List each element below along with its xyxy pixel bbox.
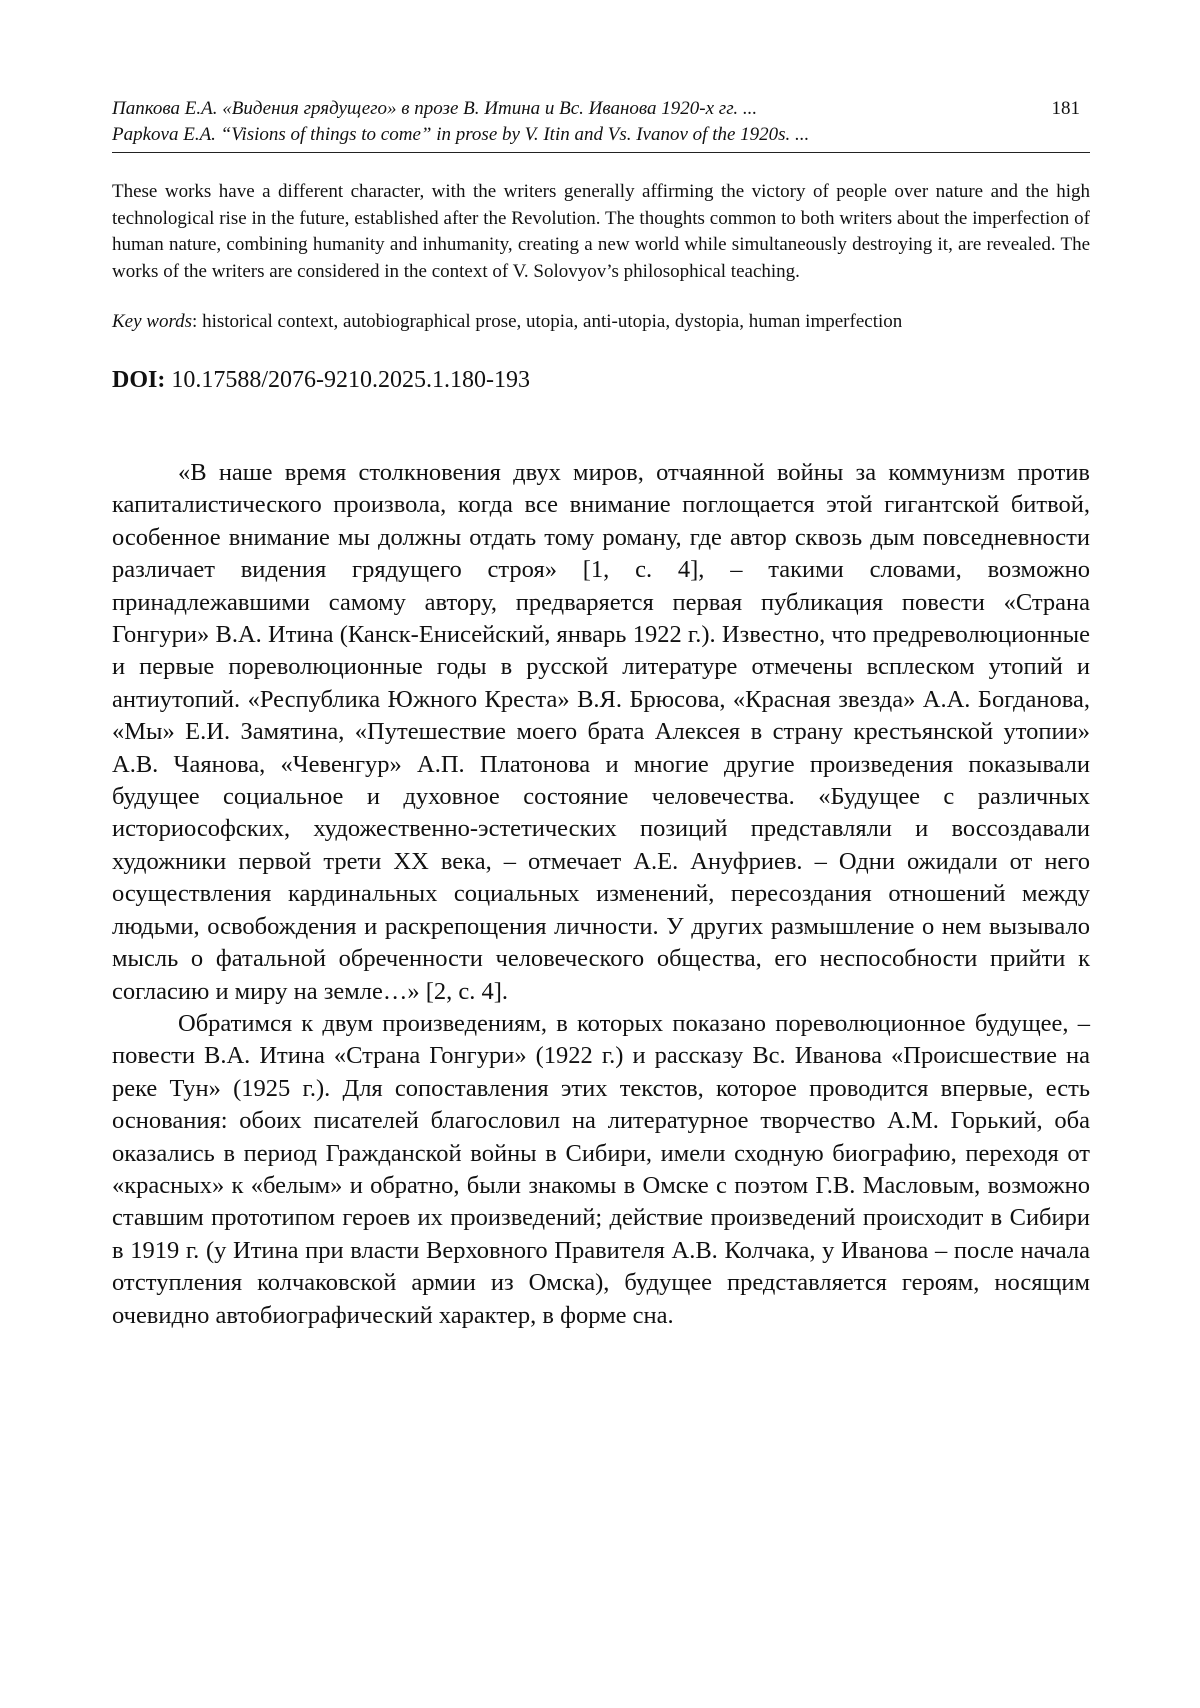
article-body — [112, 457, 1090, 1332]
body-paragraph: Обратимся к двум произведениям, в которых показано пореволюционное будущее, – повести В.А. Итина «Страна Гонгури» (1922 г.) и рассказу Вс. Иванова «Происшествие на реке Тун» (1925 г.). Для сопоставления этих текстов, которое проводится впервые, есть основания: обоих писателей благословил на литературное творчество А.М. Горький, оба оказались в период Гражданской войны в Сибири, имели сходную биографию, переходя от «красных» к «белым» и обратно, были знакомы в Омске с поэтом Г.В. Масловым, возможно ставшим прототипом героев их произведений; действие произведений происходит в Сибири в 1919 г. (у Итина при власти Верховного Правителя А.В. Колчака, у Иванова – после начала отступления колчаковской армии из Омска), будущее представляется героям, носящим очевидно автобиографический характер, в форме сна. — [112, 1009, 1090, 1329]
journal-page — [112, 96, 1090, 1332]
keywords-label: Key words — [112, 311, 193, 332]
running-head-english: Papkova E.A. “Visions of things to come” in prose by V. Itin and Vs. Ivanov of the 1920s. ... — [112, 124, 810, 145]
keywords — [112, 309, 1090, 335]
running-head-russian: Папкова Е.А. «Видения грядущего» в прозе В. Итина и Вс. Иванова 1920-х гг. ... — [112, 98, 758, 119]
abstract-text: These works have a different character, with the writers generally affirming the victory of people over nature and the high technological rise in the future, established after the Revolution. The thoughts common to both writers about the imperfection of human nature, combining humanity and inhumanity, creating a new world while simultaneously destroying it, are revealed. The works of the writers are considered in the context of V. Solovyov’s philosophical teaching. — [112, 181, 1090, 282]
running-head — [112, 96, 1090, 153]
doi-value: 10.17588/2076-9210.2025.1.180-193 — [165, 367, 530, 393]
page-number: 181 — [1051, 98, 1080, 119]
doi-label: DOI: — [112, 367, 166, 393]
keywords-list: : historical context, autobiographical prose, utopia, anti-utopia, dystopia, human imperfection — [192, 311, 903, 332]
body-paragraph: «В наше время столкновения двух миров, отчаянной войны за коммунизм против капиталистического произвола, когда все внимание поглощается этой гигантской битвой, особенное внимание мы должны отдать тому роману, где автор сквозь дым повседневности различает видения грядущего строя» [1, с. 4], – такими словами, возможно принадлежавшими самому автору, предваряется первая публикация повести «Страна Гонгури» В.А. Итина (Канск-Енисейский, январь 1922 г.). Известно, что предреволюционные и первые пореволюционные годы в русской литературе отмечены всплеском утопий и антиутопий. «Республика Южного Креста» В.Я. Брюсова, «Красная звезда» А.А. Богданова, «Мы» Е.И. Замятина, «Путешествие моего брата Алексея в страну крестьянской утопии» А.В. Чаянова, «Чевенгур» А.П. Платонова и многие другие произведения показывали будущее социальное и духовное состояние человечества. «Будущее с различных историософских, художественно-эстетических позиций представляли и воссоздавали художники первой трети ХХ века, – отмечает А.Е. Ануфриев. – Одни ожидали от него осуществления кардинальных социальных изменений, пересоздания отношений между людьми, освобождения и раскрепощения личности. У других размышление о нем вызывало мысль о фатальной обреченности человеческого общества, его неспособности прийти к согласию и миру на земле…» [2, с. 4]. — [112, 459, 1090, 1005]
doi — [112, 365, 1090, 395]
